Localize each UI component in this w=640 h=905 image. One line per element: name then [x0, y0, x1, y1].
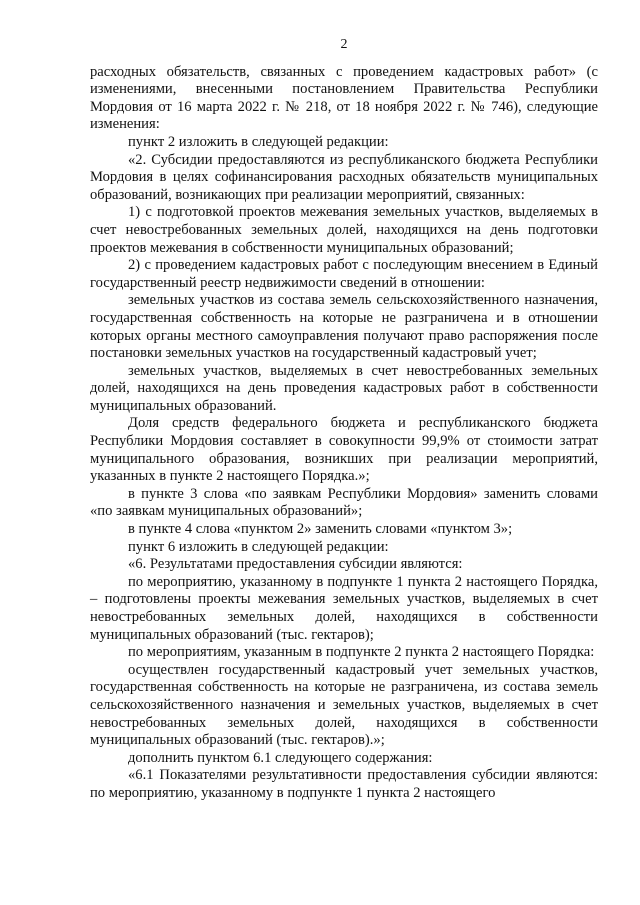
document-page [90, 36, 598, 803]
paragraph: пункт 2 изложить в следующей редакции: [128, 133, 389, 150]
paragraph: земельных участков, выделяемых в счет невостребованных земельных долей, находящихся на день проведения кадастровых работ в собственности муниципальных образований. [90, 362, 598, 414]
paragraph: «6. Результатами предоставления субсидии являются: [128, 556, 463, 573]
paragraph: в пункте 3 слова «по заявкам Республики Мордовия» заменить словами «по заявкам муниципальных образований»; [90, 485, 598, 520]
paragraph: дополнить пунктом 6.1 следующего содержания: [128, 749, 433, 766]
paragraph: 2) с проведением кадастровых работ с последующим внесением в Единый государственный реестр недвижимости сведений в отношении: [90, 257, 598, 291]
paragraph: по мероприятиям, указанным в подпункте 2 пункта 2 настоящего Порядка: [128, 644, 595, 661]
paragraph: расходных обязательств, связанных с проведением кадастровых работ» (с изменениями, внесенными постановлением Правительства Республики Мордовия от 16 марта 2022 г. № 218, от 18 ноября 2022 г. № 746), следующие изменения: [90, 63, 598, 133]
paragraph: Доля средств федерального бюджета и республиканского бюджета Республики Мордовия составляет в совокупности 99,9% от стоимости затрат муниципального образования, возникших при реализации мероприятий, указанных в пункте 2 настоящего Порядка.»; [90, 415, 598, 485]
paragraph: «6.1 Показателями результативности предоставления субсидии являются: по мероприятию, указанному в подпункте 1 пункта 2 настоящего [90, 767, 598, 801]
paragraph: земельных участков из состава земель сельскохозяйственного назначения, государственная собственность на которые не разграничена и в отношении которых органы местного самоуправления получают право распоряжения после постановки земельных участков на государственный кадастровый учет; [90, 292, 598, 362]
paragraph: осуществлен государственный кадастровый учет земельных участков, государственная собственность на которые не разграничена, из состава земель сельскохозяйственного назначения и земельных участков, выделяемых в счет невостребованных земельных долей, находящихся в собственности муниципальных образований (тыс. гектаров).»; [90, 661, 598, 749]
paragraph: 1) с подготовкой проектов межевания земельных участков, выделяемых в счет невостребованных земельных долей, находящихся на день подготовки проектов межевания в собственности муниципальных образований; [90, 204, 598, 256]
paragraph: «2. Субсидии предоставляются из республиканского бюджета Республики Мордовия в целях софинансирования расходных обязательств муниципальных образований, возникающих при реализации мероприятий, связанных: [90, 151, 598, 203]
document-body [90, 64, 598, 803]
paragraph: в пункте 4 слова «пунктом 2» заменить словами «пунктом 3»; [128, 521, 513, 538]
paragraph: по мероприятию, указанному в подпункте 1 пункта 2 настоящего Порядка, – подготовлены проекты межевания земельных участков, выделяемых в счет невостребованных земельных долей, находящихся в собственности муниципальных образований (тыс. гектаров); [90, 573, 598, 643]
paragraph: пункт 6 изложить в следующей редакции: [128, 538, 389, 555]
page-number: 2 [340, 37, 348, 52]
